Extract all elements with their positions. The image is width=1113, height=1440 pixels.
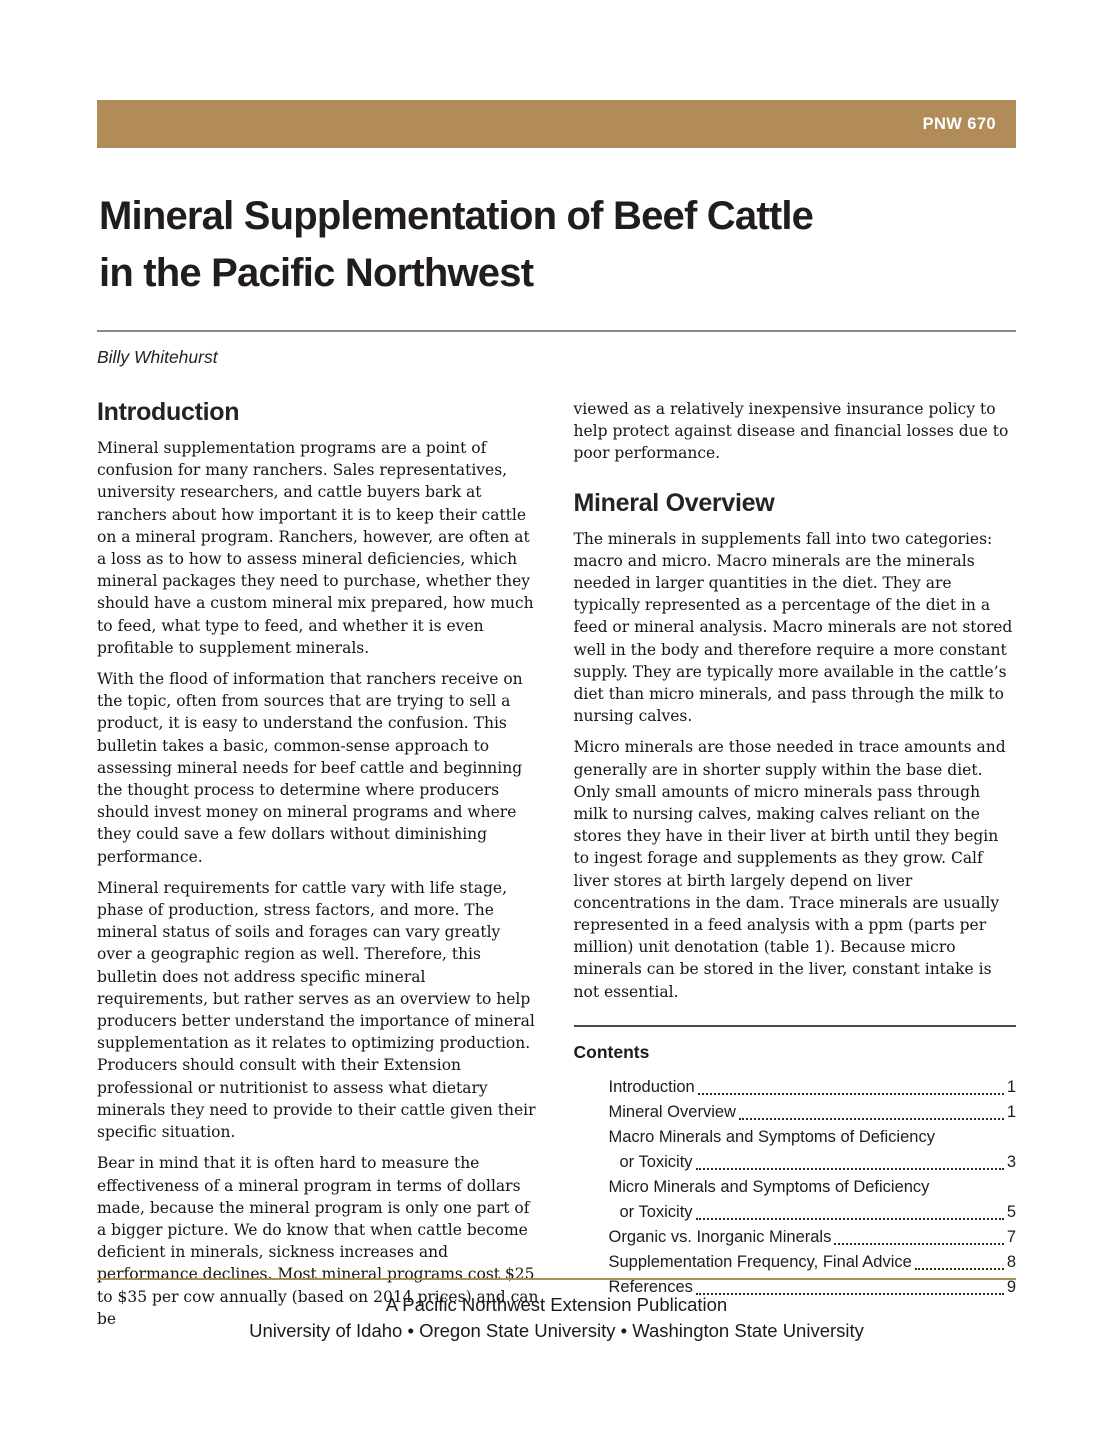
document-title: [99, 188, 1016, 302]
footer-universities-line: University of Idaho • Oregon State University • Washington State University: [249, 1320, 864, 1341]
body-paragraph: The minerals in supplements fall into two categories: macro and micro. Macro minerals are the minerals needed in larger quantities in the diet. They are typically represented as a percentage of the diet in a feed or mineral analysis. Macro minerals are not stored well in the body and therefore require a more constant supply. They are typically more available in the cattle’s diet than micro minerals, and pass through the milk to nursing calves.: [573, 529, 1013, 726]
toc-item: [609, 1100, 1017, 1125]
toc-label: or Toxicity: [619, 1202, 693, 1221]
toc-page-number: 9: [1006, 1277, 1016, 1296]
toc-dot-leader: [698, 1093, 1004, 1095]
toc-label: Mineral Overview: [608, 1102, 736, 1121]
toc-dot-leader: [696, 1168, 1004, 1170]
toc-item: [609, 1250, 1017, 1275]
title-line-1: Mineral Supplementation of Beef Cattle: [99, 194, 814, 238]
right-column: [574, 398, 1017, 1339]
body-paragraph: With the flood of information that ranchers receive on the topic, often from sources that are trying to sell a product, it is easy to understand the confusion. This bulletin takes a basic, common-sense approach to assessing mineral needs for beef cattle and beginning the thought process to determine where producers should invest money on mineral programs and where they could save a few dollars without diminishing performance.: [97, 670, 523, 866]
contents-divider: [574, 1025, 1017, 1027]
toc-item: [609, 1075, 1017, 1100]
toc-label: Organic vs. Inorganic Minerals: [608, 1227, 832, 1246]
section-heading-mineral-overview: Mineral Overview: [573, 488, 775, 517]
title-divider: [97, 330, 1016, 332]
contents-list: [574, 1075, 1017, 1300]
footer-publication-line: A Pacific Northwest Extension Publication: [385, 1294, 728, 1315]
body-paragraph: Mineral requirements for cattle vary with life stage, phase of production, stress factors, and more. The mineral status of soils and forages can vary greatly over a geographic region as well. Therefore, this bulletin does not address specific mineral requirements, but rather serves as an overview to help producers better understand the importance of mineral supplementation as it relates to optimizing production. Producers should consult with their Extension professional or nutritionist to assess what dietary minerals they need to provide to their cattle given their specific situation.: [97, 878, 536, 1142]
toc-dot-leader: [834, 1243, 1003, 1245]
toc-item-continued: [609, 1150, 1017, 1175]
toc-page-number: 3: [1006, 1152, 1016, 1171]
toc-item-continued: [609, 1200, 1017, 1225]
author-name: Billy Whitehurst: [97, 347, 218, 367]
toc-label: References: [608, 1277, 693, 1296]
toc-item: [609, 1225, 1017, 1250]
body-paragraph: Bear in mind that it is often hard to measure the effectiveness of a mineral program in terms of dollars made, because the mineral program is only one part of a bigger picture. We do know that when cattle become deficient in minerals, sickness increases and performance declines. Most mineral programs cost $25 to $35 per cow annually (based on 2014 prices) and can be: [97, 1154, 539, 1328]
left-column: [97, 398, 540, 1339]
footer-divider: [97, 1278, 1016, 1280]
body-paragraph-continued: viewed as a relatively inexpensive insurance policy to help protect against disease and financial losses due to poor performance.: [573, 400, 1009, 463]
title-line-2: in the Pacific Northwest: [99, 251, 534, 295]
toc-page-number: 8: [1006, 1252, 1016, 1271]
body-paragraph: Micro minerals are those needed in trace amounts and generally are in shorter supply within the base diet. Only small amounts of micro minerals pass through milk to nursing calves, making calves reliant on the stores they have in their liver at birth until they begin to ingest forage and supplements as they grow. Calf liver stores at birth largely depend on liver concentrations in the dam. Trace minerals are usually represented in a feed analysis with a ppm (parts per million) unit denotation (table 1). Because micro minerals can be stored in the liver, constant intake is not essential.: [573, 738, 1006, 1001]
toc-label: Micro Minerals and Symptoms of Deficiency: [608, 1177, 930, 1196]
toc-item: [609, 1175, 1017, 1200]
header-banner: [97, 100, 1016, 148]
toc-dot-leader: [915, 1268, 1004, 1270]
section-heading-introduction: Introduction: [97, 398, 240, 426]
publication-number: PNW 670: [922, 114, 996, 133]
contents-box: [574, 1025, 1017, 1300]
toc-item: [609, 1125, 1017, 1150]
toc-page-number: 7: [1006, 1227, 1016, 1246]
toc-dot-leader: [696, 1218, 1004, 1220]
body-paragraph: Mineral supplementation programs are a point of confusion for many ranchers. Sales representatives, university researchers, and cattle buyers bark at ranchers about how important it is to keep their cattle on a mineral program. Ranchers, however, are often at a loss as to how to assess mineral deficiencies, which mineral packages they need to purchase, whether they should have a custom mineral mix prepared, how much to feed, what type to feed, and whether it is even profitable to supplement minerals.: [97, 439, 534, 657]
page-footer: [97, 1278, 1016, 1344]
toc-page-number: 5: [1006, 1202, 1016, 1221]
contents-heading: Contents: [573, 1041, 650, 1062]
toc-label: or Toxicity: [619, 1152, 693, 1171]
two-column-body: [97, 398, 1016, 1339]
toc-dot-leader: [739, 1118, 1004, 1120]
toc-label: Macro Minerals and Symptoms of Deficiency: [608, 1127, 935, 1146]
toc-label: Supplementation Frequency, Final Advice: [608, 1252, 912, 1271]
toc-page-number: 1: [1006, 1077, 1016, 1096]
toc-label: Introduction: [608, 1077, 695, 1096]
toc-page-number: 1: [1006, 1102, 1016, 1121]
